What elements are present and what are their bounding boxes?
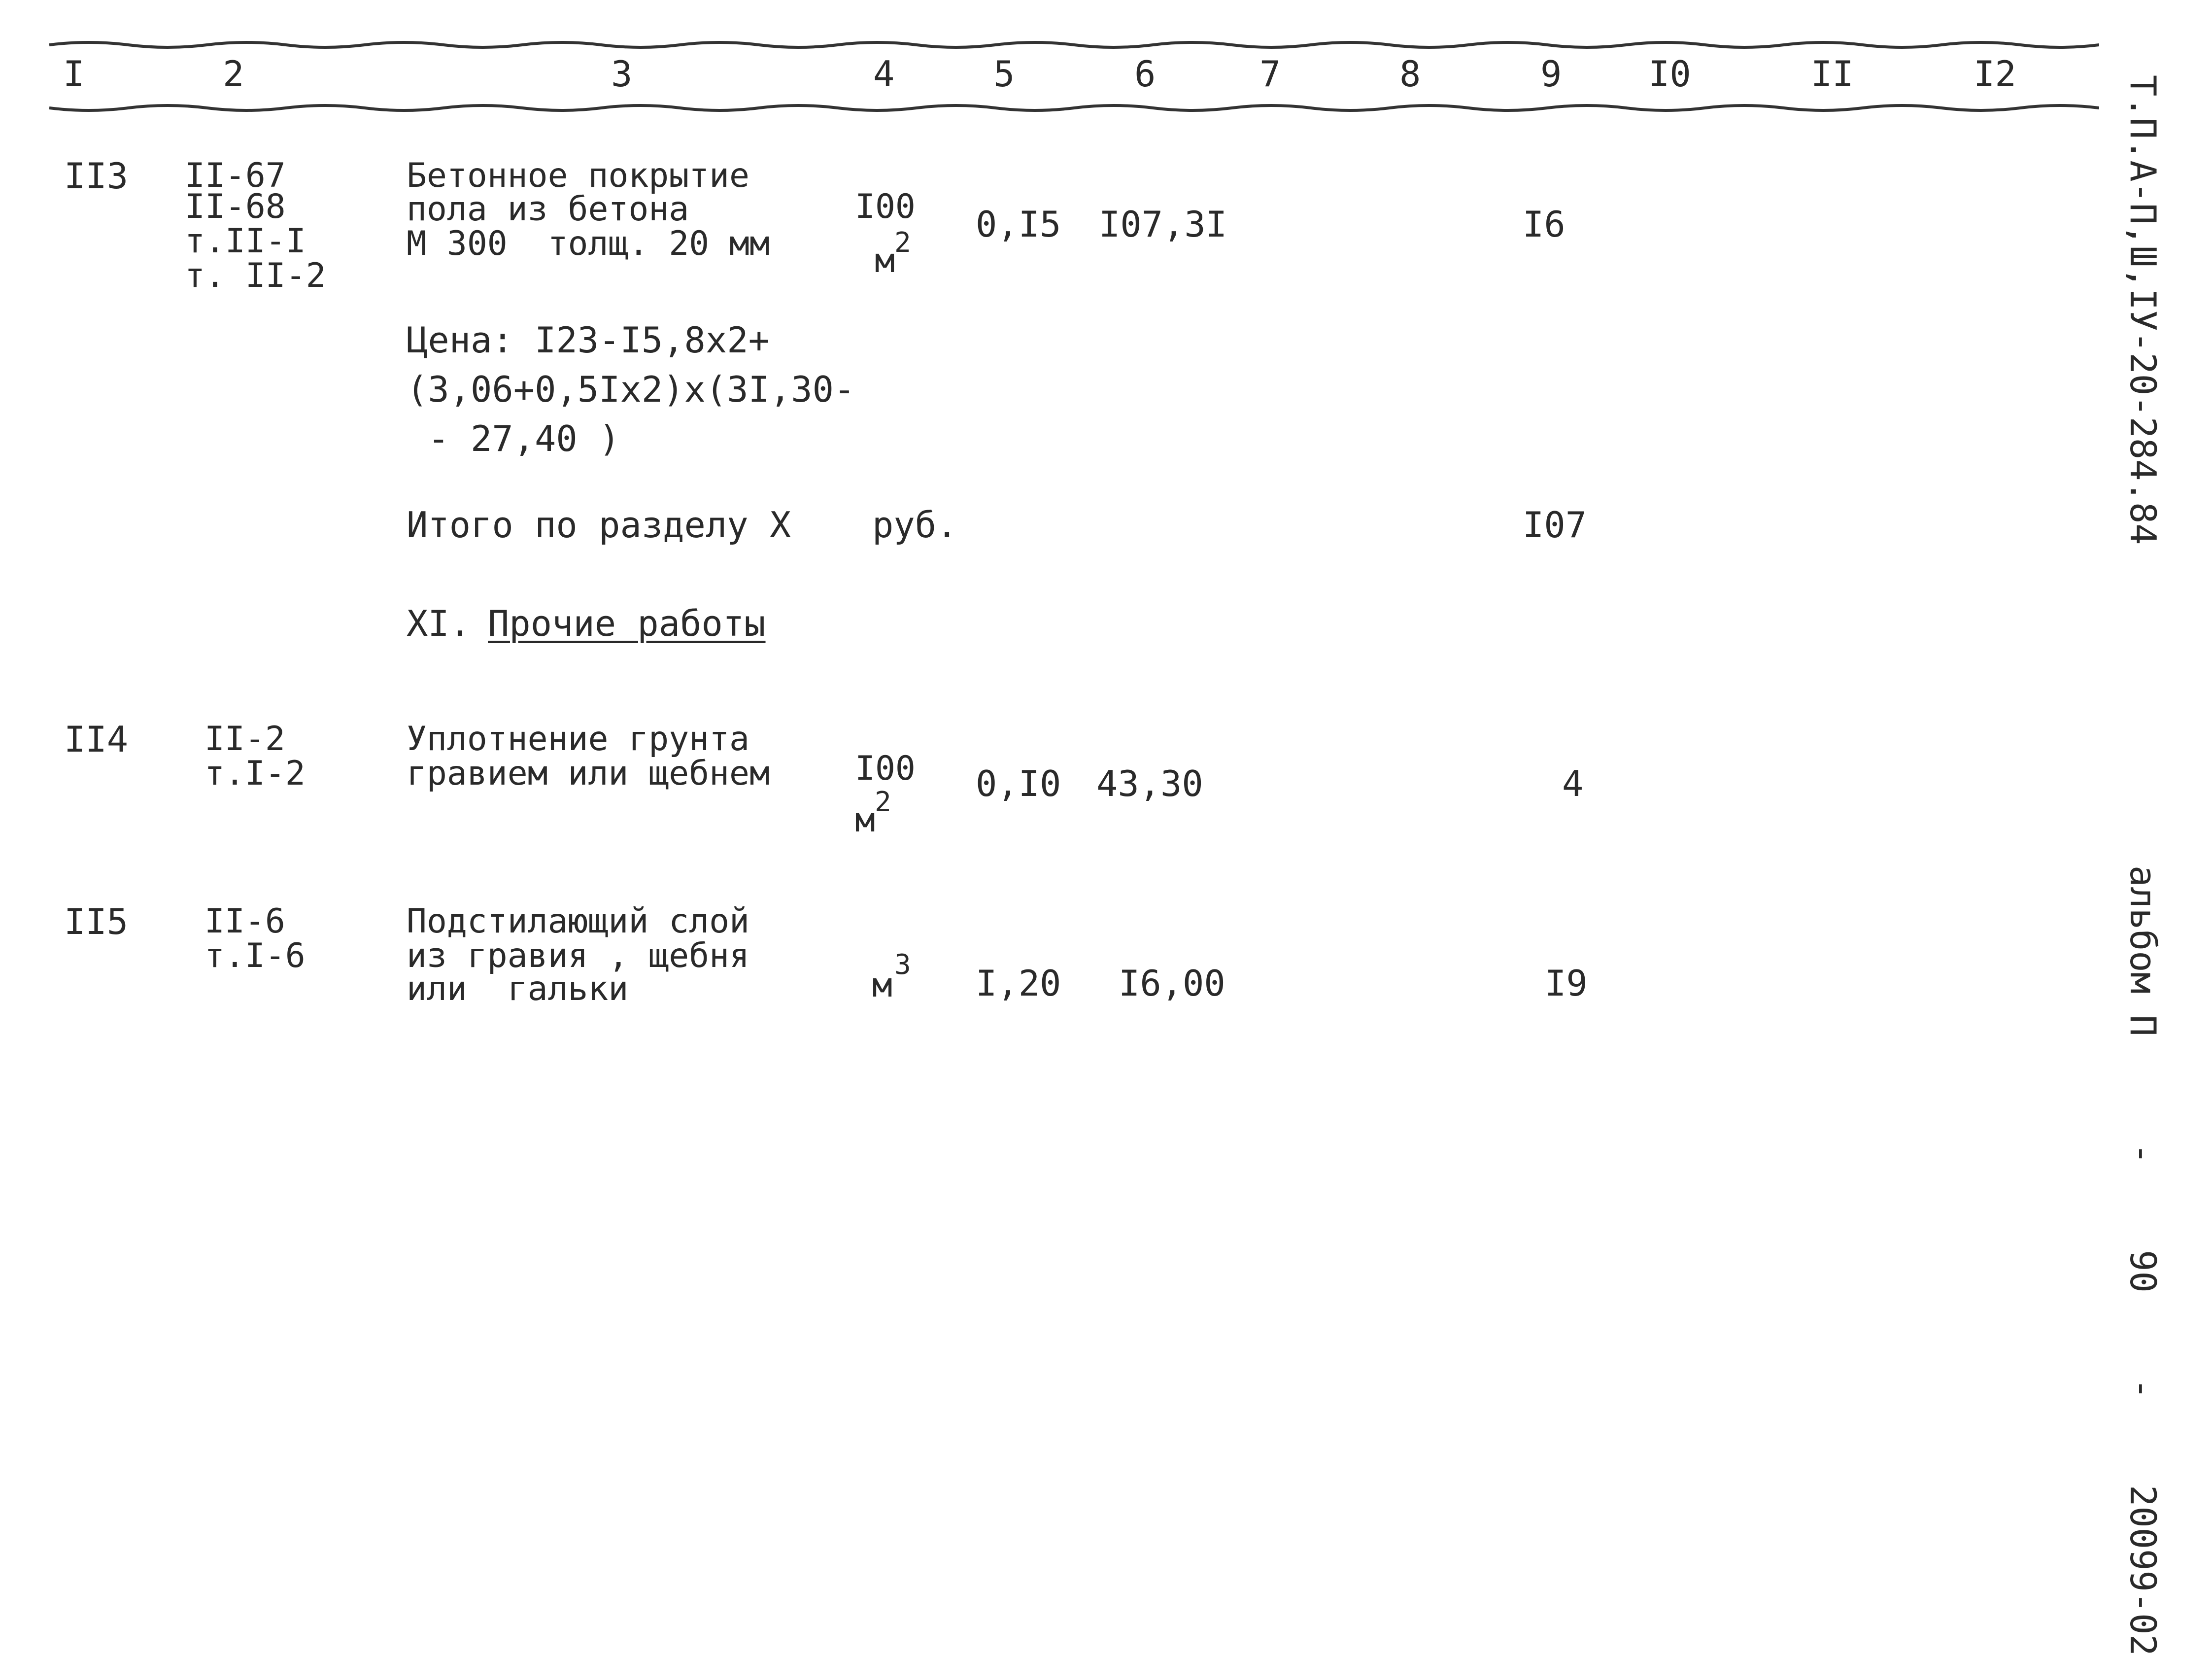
norm-code: II-67	[185, 156, 286, 195]
unit-quantity: I00	[855, 187, 916, 226]
column-header: 9	[1540, 53, 1562, 95]
work-description-line: Уплотнение грунта	[407, 720, 749, 759]
work-description-line: М 300 толщ. 20 мм	[407, 224, 770, 263]
stamp-dash: -	[2122, 1378, 2164, 1400]
album-page-number: 90	[2122, 1250, 2164, 1293]
work-description-line: пола из бетона	[407, 190, 689, 229]
header-bottom-rule	[49, 101, 2099, 116]
unit-exponent: 2	[875, 786, 891, 818]
side-stamp	[2122, 75, 2164, 1656]
column-header: 5	[993, 53, 1015, 95]
price-note-line: - 27,40 )	[407, 418, 620, 459]
norm-code: т.I-2	[204, 754, 306, 793]
section-total-value: I07	[1523, 504, 1587, 546]
column-header: 4	[873, 53, 895, 95]
price-note-line: (3,06+0,5Ix2)x(3I,30-	[407, 369, 855, 410]
column-header: 7	[1259, 53, 1281, 95]
row-number: II5	[64, 901, 129, 942]
work-description-line: гравием или щебнем	[407, 754, 770, 793]
column-header: I	[63, 53, 85, 95]
stamp-dash: -	[2122, 1143, 2164, 1165]
price-note-line: Цена: I23-I5,8x2+	[407, 319, 770, 361]
unit-symbol: м	[875, 242, 895, 280]
row-number: II3	[64, 155, 129, 197]
sheet-number: 20099-02	[2122, 1485, 2164, 1656]
section-title: Прочие работы	[488, 603, 766, 644]
unit-exponent: 3	[894, 949, 911, 981]
column-header: I2	[1974, 53, 2016, 95]
work-description-line: из гравия , щебня	[407, 936, 749, 975]
row-number: II4	[64, 719, 129, 760]
work-description-line: Бетонное покрытие	[407, 156, 749, 195]
cell-col5: 0,I5	[976, 204, 1061, 245]
cell-col6: I6,00	[1119, 963, 1225, 1004]
section-total-label: Итого по разделу Х	[407, 504, 791, 546]
norm-code: II-6	[204, 902, 285, 941]
section-total-unit: руб.	[872, 504, 958, 546]
cell-col6: I07,3I	[1099, 204, 1227, 245]
cell-col5: 0,I0	[976, 763, 1061, 804]
cell-col9: I9	[1545, 963, 1588, 1004]
cell-col5: I,20	[976, 963, 1061, 1004]
unit-exponent: 2	[894, 227, 911, 259]
norm-code: т.I-6	[204, 936, 306, 975]
work-description-line: Подстилающий слой	[407, 902, 749, 941]
cell-col9: I6	[1523, 204, 1565, 245]
column-header: II	[1811, 53, 1854, 95]
unit-quantity: I00	[855, 749, 916, 788]
cell-col6: 43,30	[1096, 763, 1203, 804]
column-header: 6	[1134, 53, 1156, 95]
column-header: 8	[1399, 53, 1421, 95]
document-code: Т.П.А-П,Ш,IУ-20-284.84	[2122, 75, 2164, 545]
header-top-rule	[49, 37, 2099, 52]
norm-code: II-2	[204, 720, 285, 759]
norm-code: т. II-2	[185, 256, 326, 295]
norm-code: т.II-I	[185, 222, 306, 261]
section-number: XI.	[407, 603, 471, 644]
album-label: альбом П	[2122, 865, 2164, 1036]
cell-col9: 4	[1562, 763, 1584, 804]
norm-code: II-68	[185, 187, 286, 226]
unit-symbol: м	[872, 966, 892, 1005]
column-header: 2	[223, 53, 244, 95]
unit-symbol: м	[855, 801, 875, 840]
work-description-line: или гальки	[407, 969, 629, 1008]
column-header: I0	[1648, 53, 1691, 95]
column-header: 3	[611, 53, 633, 95]
